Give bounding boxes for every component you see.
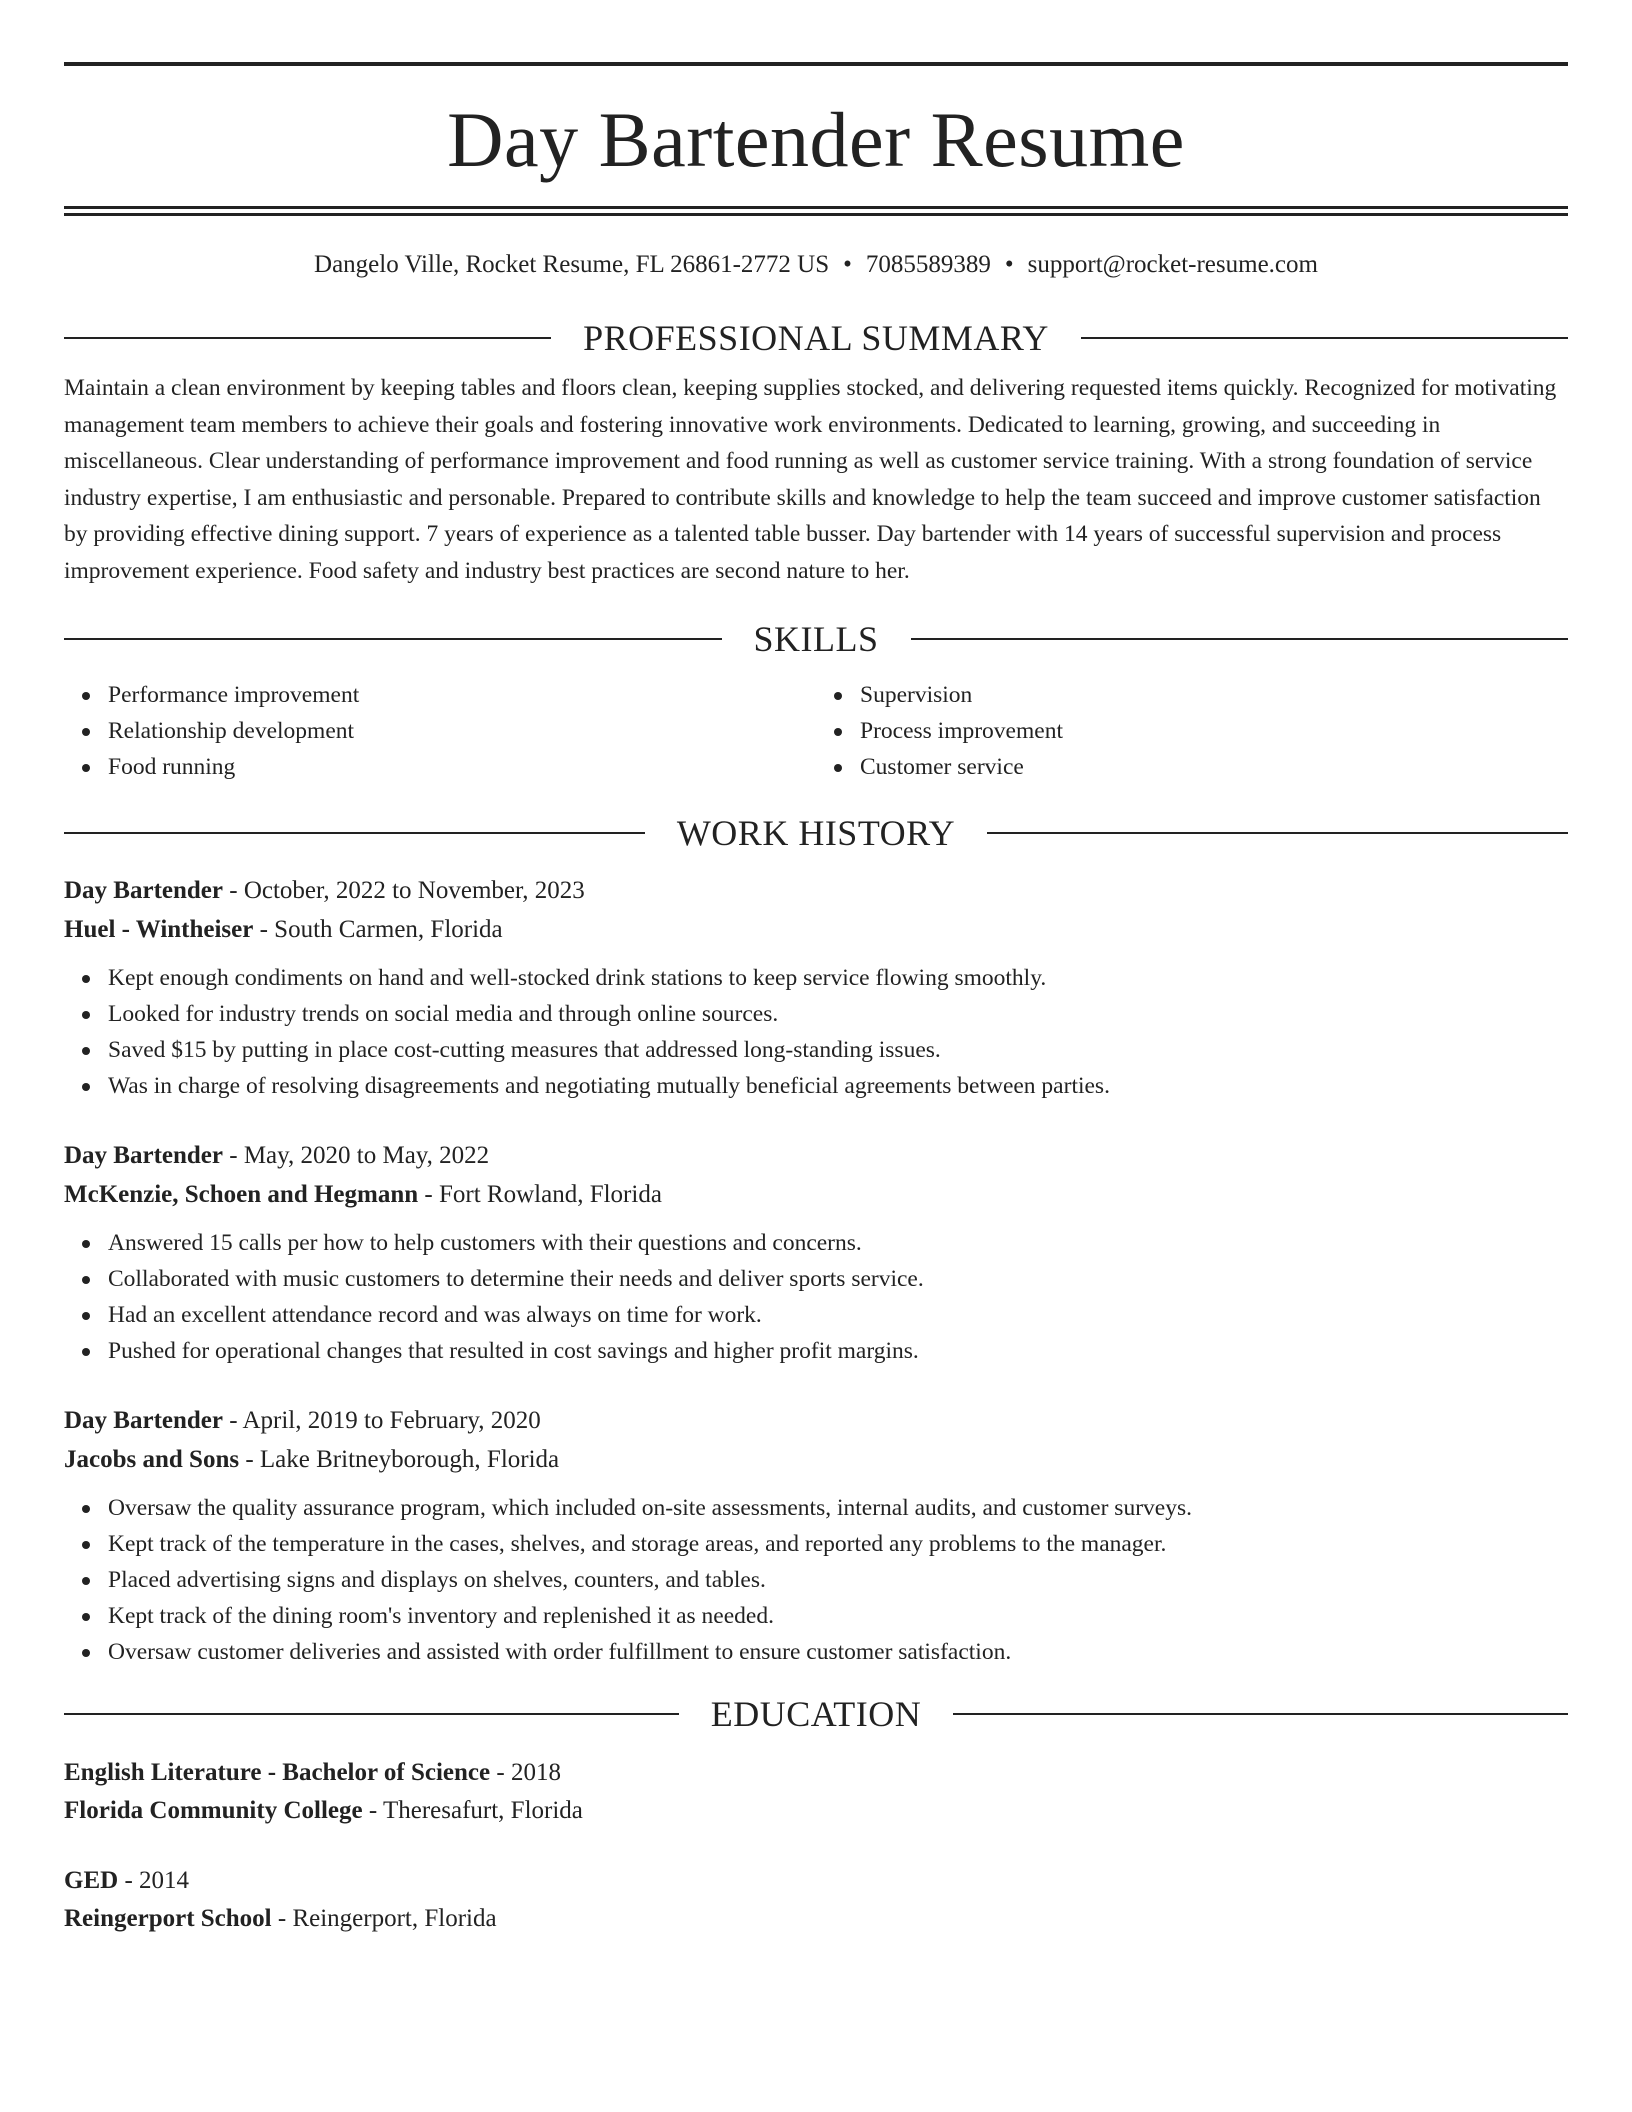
job-company-line	[64, 1175, 1568, 1214]
top-rule	[64, 62, 1568, 66]
section-rule	[64, 337, 551, 339]
skill-item: Customer service	[860, 749, 1568, 785]
section-rule	[987, 832, 1568, 834]
skills-list	[64, 677, 1568, 785]
job-bullet: Kept track of the dining room's inventory and replenished it as needed.	[108, 1598, 1568, 1634]
skill-item: Food running	[108, 749, 816, 785]
section-rule	[911, 638, 1569, 640]
job-company-line	[64, 910, 1568, 949]
section-title: EDUCATION	[710, 1694, 922, 1734]
section-rule	[64, 1713, 679, 1715]
section-title: SKILLS	[753, 619, 879, 659]
job-title: Day Bartender	[64, 1142, 223, 1169]
education-school: Reingerport School	[64, 1905, 272, 1932]
job-entry	[64, 1401, 1568, 1670]
resume-title: Day Bartender Resume	[447, 96, 1185, 183]
job-location: - South Carmen, Florida	[253, 916, 503, 943]
job-bullet: Oversaw the quality assurance program, which included on-site assessments, internal audits, and customer surveys.	[108, 1490, 1568, 1526]
job-company-line	[64, 1440, 1568, 1479]
education-location: - Theresafurt, Florida	[362, 1797, 583, 1824]
job-bullets	[64, 960, 1568, 1104]
education-year: - 2018	[490, 1759, 561, 1786]
education-school: Florida Community College	[64, 1797, 363, 1824]
section-header-work	[64, 811, 1568, 855]
skill-item: Supervision	[860, 677, 1568, 713]
job-bullet: Answered 15 calls per how to help customers with their questions and concerns.	[108, 1225, 1568, 1261]
section-title: PROFESSIONAL SUMMARY	[583, 318, 1049, 358]
job-entry	[64, 1136, 1568, 1369]
job-entry	[64, 871, 1568, 1104]
section-rule	[64, 832, 645, 834]
job-company: Huel - Wintheiser	[64, 916, 254, 943]
job-dates: - April, 2019 to February, 2020	[223, 1407, 541, 1434]
skill-item: Relationship development	[108, 713, 816, 749]
job-location: - Fort Rowland, Florida	[418, 1181, 662, 1208]
section-header-education	[64, 1692, 1568, 1736]
job-bullet: Was in charge of resolving disagreements and negotiating mutually beneficial agreements between parties.	[108, 1068, 1568, 1104]
section-header-summary	[64, 316, 1568, 360]
education-school-line	[64, 1792, 1568, 1830]
education-year: - 2014	[118, 1867, 190, 1894]
job-bullet: Saved $15 by putting in place cost-cutting measures that addressed long-standing issues.	[108, 1032, 1568, 1068]
education-location: - Reingerport, Florida	[271, 1905, 497, 1932]
skill-item: Performance improvement	[108, 677, 816, 713]
skill-item: Process improvement	[860, 713, 1568, 749]
job-title-line	[64, 1401, 1568, 1440]
job-dates: - October, 2022 to November, 2023	[223, 877, 585, 904]
job-title: Day Bartender	[64, 877, 223, 904]
education-degree-line	[64, 1862, 1568, 1900]
section-rule	[1081, 337, 1568, 339]
education-entry	[64, 1862, 1568, 1938]
job-bullets	[64, 1490, 1568, 1670]
job-bullet: Placed advertising signs and displays on shelves, counters, and tables.	[108, 1562, 1568, 1598]
job-bullet: Collaborated with music customers to determine their needs and deliver sports service.	[108, 1261, 1568, 1297]
contact-separator: •	[1004, 251, 1014, 278]
section-rule	[953, 1713, 1568, 1715]
job-bullet: Had an excellent attendance record and was always on time for work.	[108, 1297, 1568, 1333]
job-bullet: Looked for industry trends on social media and through online sources.	[108, 996, 1568, 1032]
contact-line	[64, 248, 1568, 282]
skills-column-right	[816, 677, 1568, 785]
job-location: - Lake Britneyborough, Florida	[239, 1446, 560, 1473]
contact-email: support@rocket-resume.com	[1027, 251, 1318, 278]
skills-column-left	[64, 677, 816, 785]
job-bullets	[64, 1225, 1568, 1369]
job-bullet: Oversaw customer deliveries and assisted with order fulfillment to ensure customer satisfaction.	[108, 1634, 1568, 1670]
contact-address: Dangelo Ville, Rocket Resume, FL 26861-2772 US	[314, 251, 830, 278]
job-bullet: Kept track of the temperature in the cases, shelves, and storage areas, and reported any problems to the manager.	[108, 1526, 1568, 1562]
job-bullet: Pushed for operational changes that resulted in cost savings and higher profit margins.	[108, 1333, 1568, 1369]
contact-phone: 7085589389	[865, 251, 991, 278]
summary-text: Maintain a clean environment by keeping tables and floors clean, keeping supplies stocked, and delivering requested items quickly. Recognized for motivating management team members to achieve their goals and fostering innovative work environments. Dedicated to learning, growing, and succeeding in miscellaneous. Clear understanding of performance improvement and food running as well as customer service training. With a strong foundation of service industry expertise, I am enthusiastic and personable. Prepared to contribute skills and knowledge to help the team succeed and improve customer satisfaction by providing effective dining support. 7 years of experience as a talented table busser. Day bartender with 14 years of successful supervision and process improvement experience. Food safety and industry best practices are second nature to her.	[64, 375, 1557, 584]
section-rule	[64, 638, 722, 640]
job-title: Day Bartender	[64, 1407, 223, 1434]
education-degree-line	[64, 1754, 1568, 1792]
job-title-line	[64, 1136, 1568, 1175]
job-title-line	[64, 871, 1568, 910]
job-company: Jacobs and Sons	[64, 1446, 240, 1473]
section-header-skills	[64, 617, 1568, 661]
section-title: WORK HISTORY	[676, 813, 956, 853]
job-dates: - May, 2020 to May, 2022	[223, 1142, 490, 1169]
education-degree: GED	[64, 1867, 119, 1894]
education-entry	[64, 1754, 1568, 1830]
contact-separator: •	[843, 251, 852, 278]
job-bullet: Kept enough condiments on hand and well-stocked drink stations to keep service flowing smoothly.	[108, 960, 1568, 996]
education-school-line	[64, 1900, 1568, 1938]
title-double-rule	[64, 206, 1568, 216]
education-degree: English Literature - Bachelor of Science	[64, 1759, 491, 1786]
job-company: McKenzie, Schoen and Hegmann	[64, 1181, 419, 1208]
